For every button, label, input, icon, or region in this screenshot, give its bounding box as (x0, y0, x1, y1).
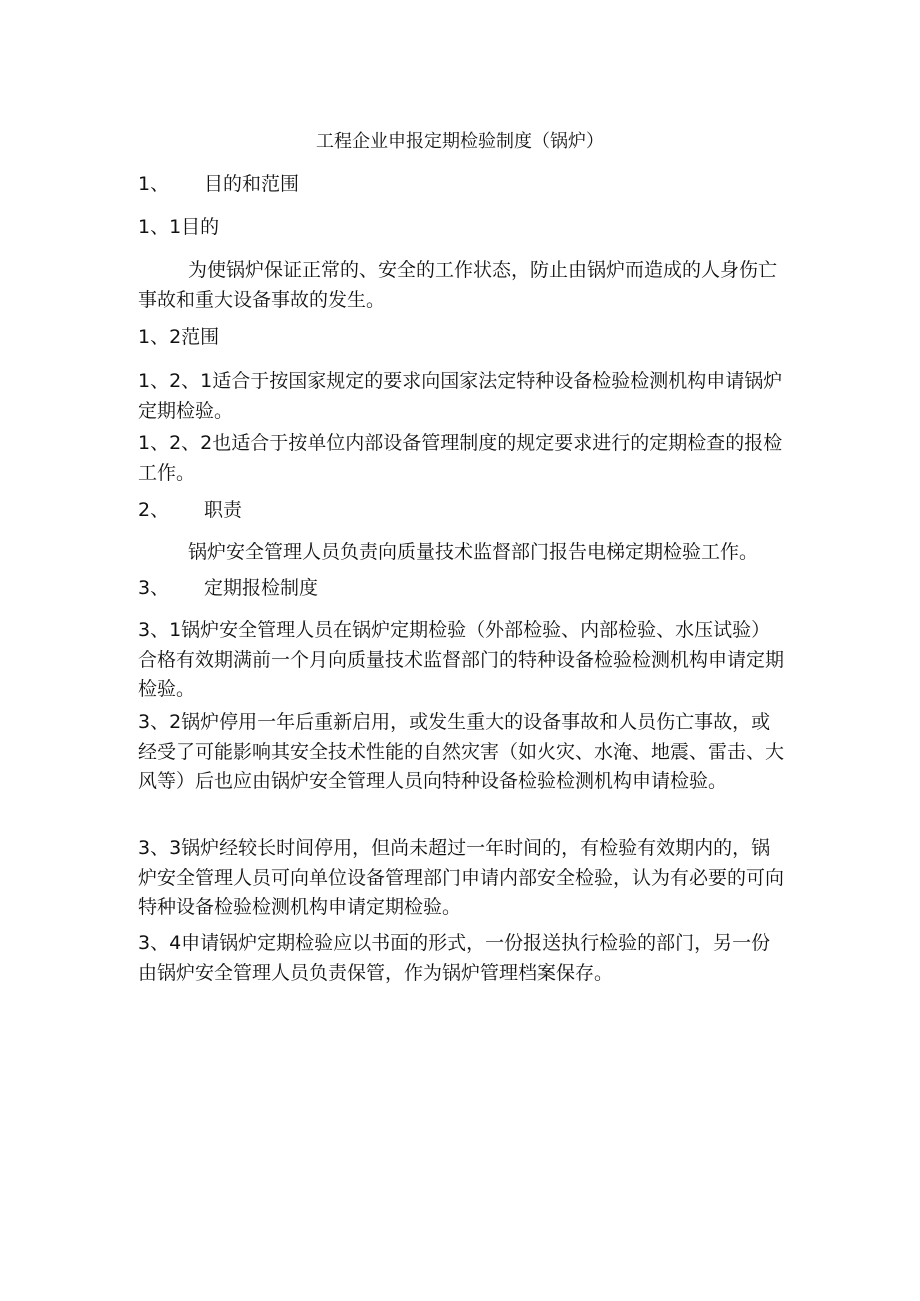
section-2-heading (138, 496, 788, 524)
section-1-2-heading: 1、2范围 (138, 326, 220, 348)
section-1-title: 目的和范围 (204, 173, 300, 195)
section-1-1-heading: 1、1目的 (138, 216, 220, 238)
section-1-heading (138, 170, 788, 198)
section-2-number: 2、 (138, 499, 170, 521)
section-1-1-text: 为使锅炉保证正常的、安全的工作状态，防止由锅炉而造成的人身伤亡事故和重大设备事故的发生。 (138, 259, 778, 311)
section-3-1-text: 3、1锅炉安全管理人员在锅炉定期检验（外部检验、内部检验、水压试验）合格有效期满前一个月向质量技术监督部门的特种设备检验检测机构申请定期检验。 (138, 619, 785, 700)
section-1-number: 1、 (138, 173, 170, 195)
document-title: 工程企业申报定期检验制度（锅炉） (316, 131, 604, 152)
section-3-title: 定期报检制度 (204, 577, 319, 599)
section-2-text: 锅炉安全管理人员负责向质量技术监督部门报告电梯定期检验工作。 (188, 541, 759, 563)
section-3-number: 3、 (138, 577, 170, 599)
section-3-2-text: 3、2锅炉停用一年后重新启用，或发生重大的设备事故和人员伤亡事故，或经受了可能影响其安全技术性能的自然灾害（如火灾、水淹、地震、雷击、大风等）后也应由锅炉安全管理人员向特种设备检验检测机构申请检验。 (138, 711, 785, 792)
section-3-3-text: 3、3锅炉经较长时间停用，但尚未超过一年时间的，有检验有效期内的，锅炉安全管理人员可向单位设备管理部门申请内部安全检验，认为有必要的可向特种设备检验检测机构申请定期检验。 (138, 837, 785, 918)
section-3-4-text: 3、4申请锅炉定期检验应以书面的形式，一份报送执行检验的部门，另一份由锅炉安全管理人员负责保管，作为锅炉管理档案保存。 (138, 932, 771, 984)
section-1-2-1-text: 1、2、1适合于按国家规定的要求向国家法定特种设备检验检测机构申请锅炉定期检验。 (138, 370, 783, 422)
section-3-heading (138, 574, 788, 602)
section-2-title: 职责 (204, 499, 243, 521)
section-1-2-2-text: 1、2、2也适合于按单位内部设备管理制度的规定要求进行的定期检查的报检工作。 (138, 432, 783, 484)
